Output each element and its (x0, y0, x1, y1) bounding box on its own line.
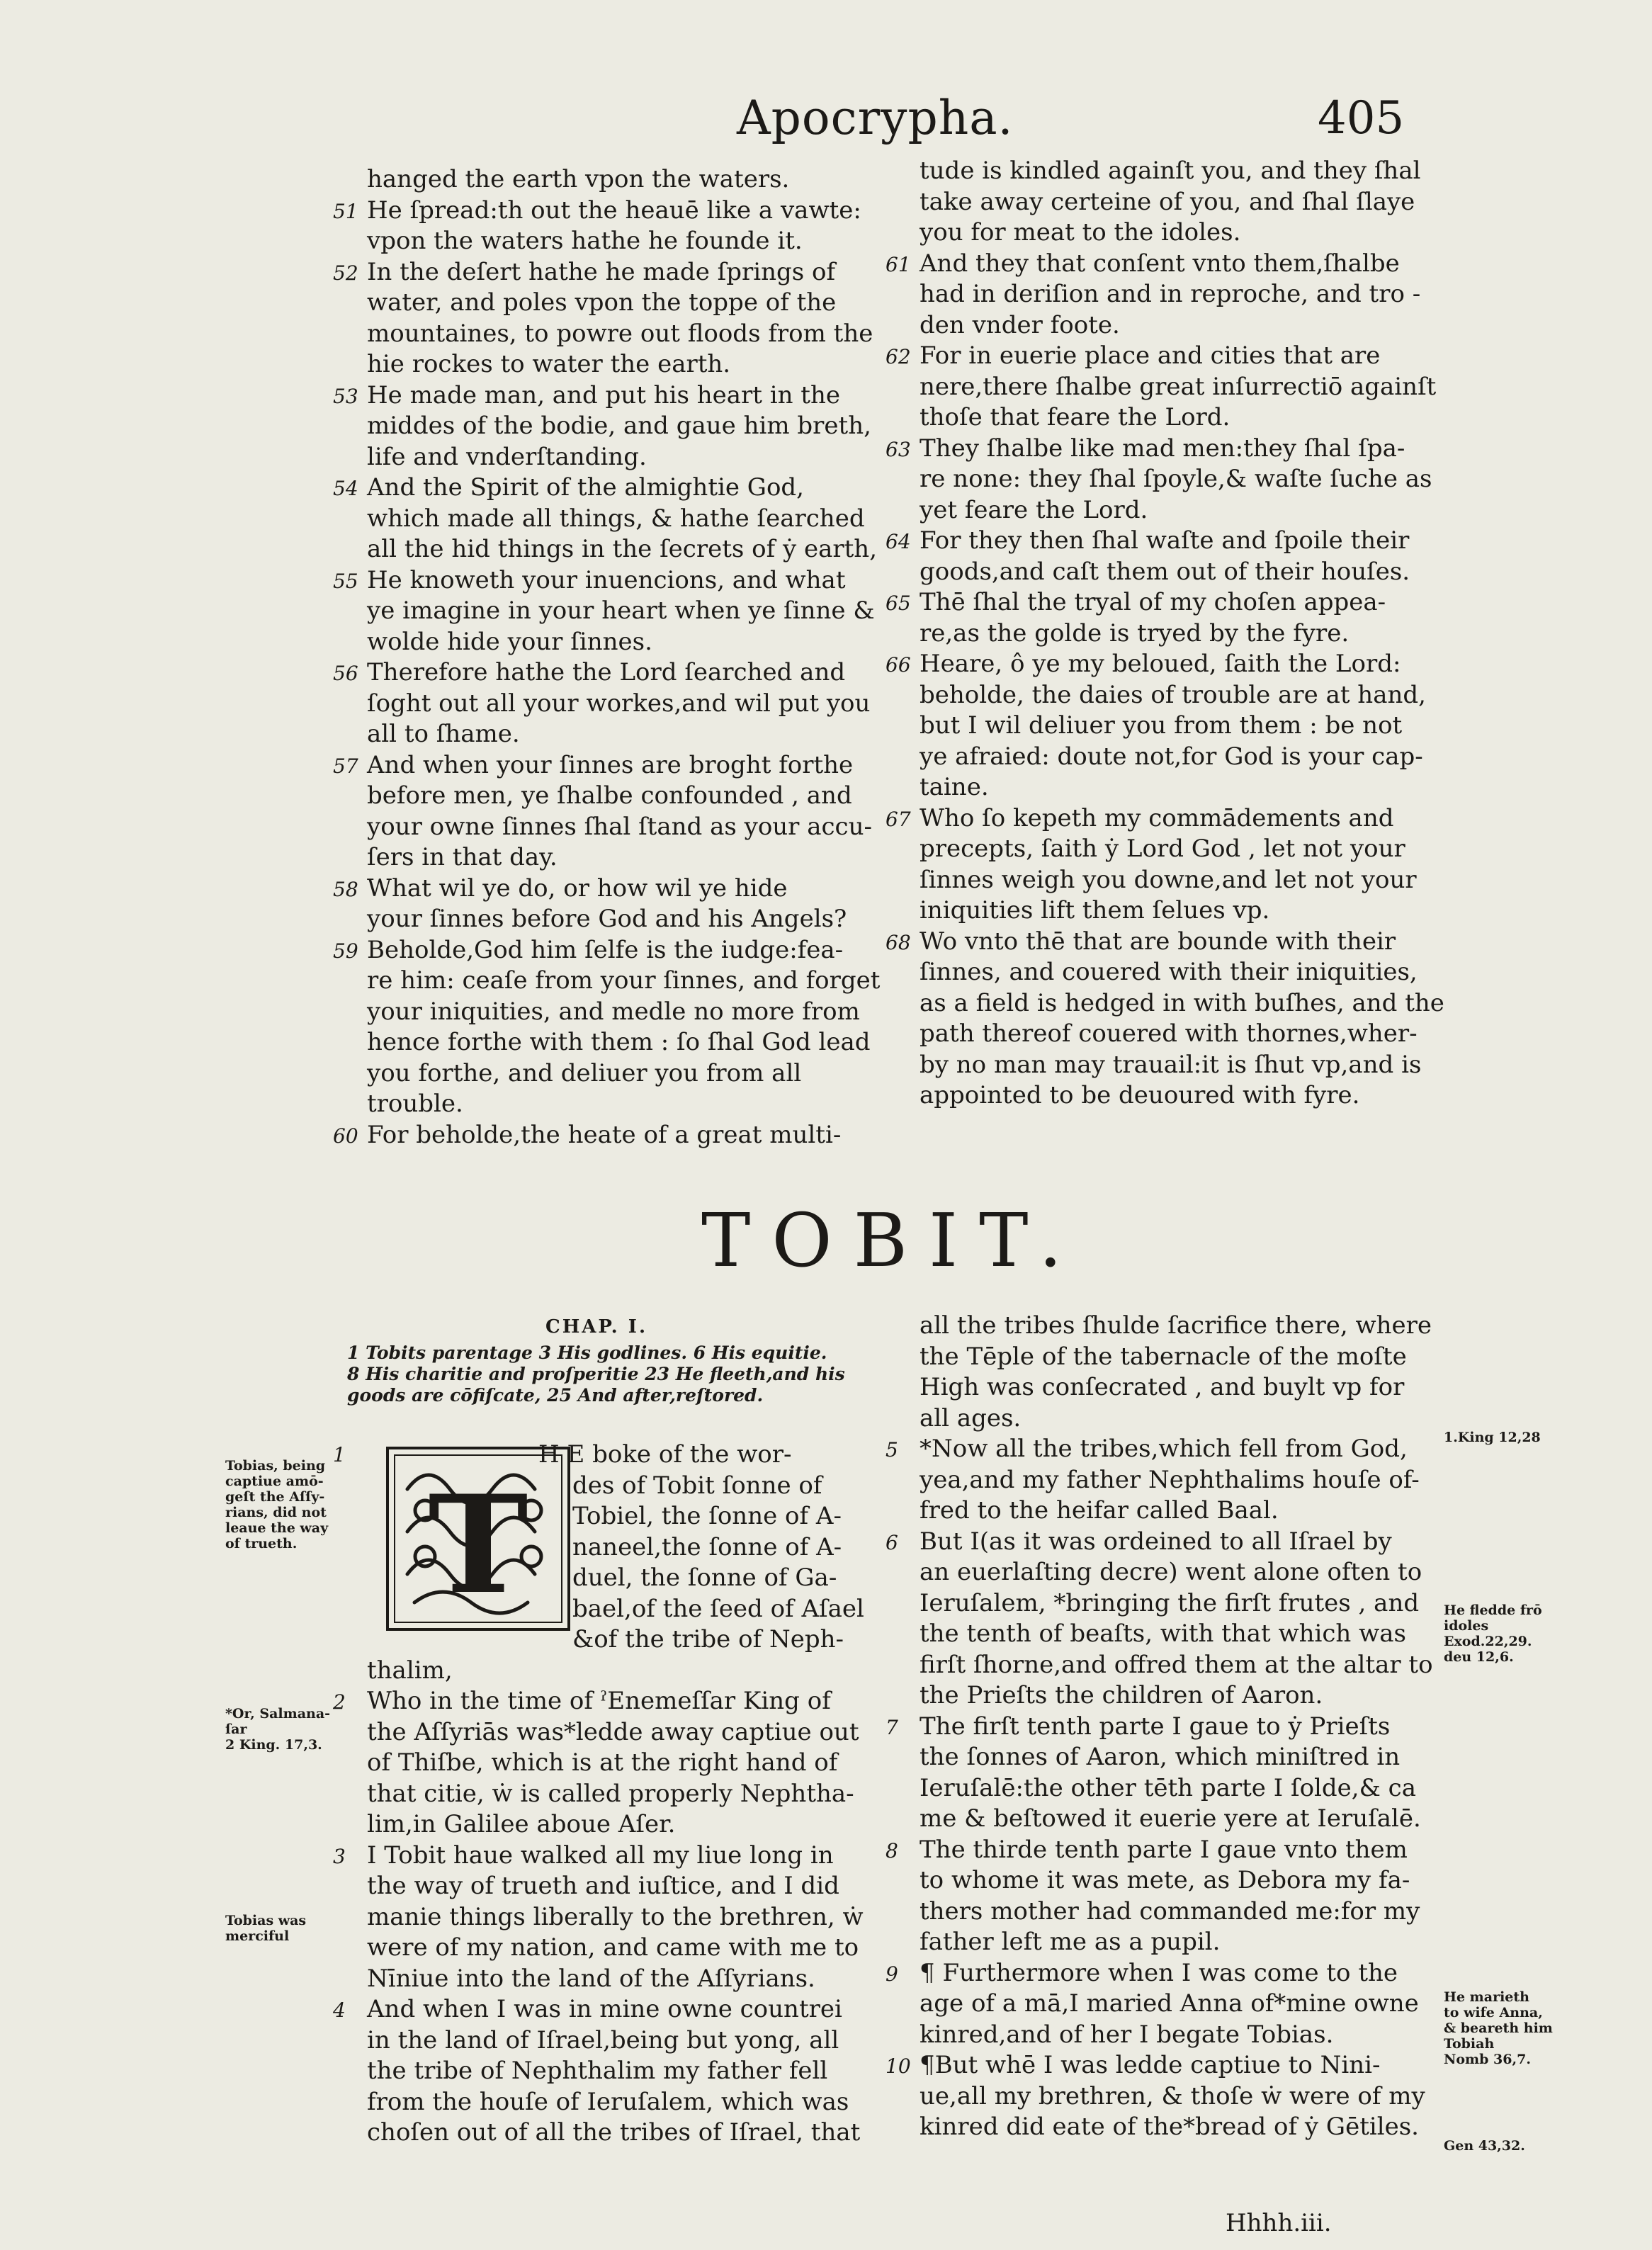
margin-note-fled-idols (1444, 1602, 1542, 1665)
text-line (886, 310, 1466, 341)
text-line (886, 1050, 1466, 1081)
verse-text: of Thiſbe, which is at the right hand of (367, 1748, 838, 1777)
verse-text: were of my nation, and came with me to (367, 1933, 859, 1962)
verse-text: the tenth of beaſts, with that which was (920, 1619, 1406, 1648)
verse-text: re none: they ſhal ſpoyle,& waſte ſuche as (920, 465, 1432, 493)
verse-text: your owne ſinnes ſhal ſtand as your accu- (367, 812, 872, 841)
verse-text: thoſe that feare the Lord. (920, 403, 1230, 431)
verse-text: firſt ſhorne,and offred them at the altar to (920, 1650, 1433, 1679)
verse-text: in the land of Iſrael,being but yong, all (367, 2025, 839, 2054)
verse-number: 66 (886, 653, 911, 677)
text-line (333, 1964, 914, 1995)
text-line (886, 742, 1466, 773)
margin-note-tobias-captive (225, 1458, 328, 1551)
verse-text: The thirde tenth parte I gaue vnto them (920, 1835, 1408, 1864)
text-line (333, 196, 914, 227)
verse-text: He knoweth your inuencions, and what (367, 565, 846, 594)
verse-text: ſinnes weigh you downe,and let not your (920, 865, 1417, 894)
verse-text: hence forthe with them : ſo ſhal God lead (367, 1028, 871, 1056)
chapter-heading: CHAP. I. (545, 1316, 647, 1338)
verse-text: middes of the bodie, and gaue him breth, (367, 412, 871, 440)
text-line (886, 988, 1466, 1019)
text-line (333, 257, 914, 288)
verse-number: 59 (333, 939, 358, 963)
text-line (886, 557, 1466, 588)
verse-text: taine. (920, 773, 989, 801)
verse-text: tude is kindled againſt you, and they ſhal (920, 157, 1421, 185)
running-title: Apocrypha. (737, 91, 1014, 145)
margin-note-line: 2 King. 17,3. (225, 1737, 322, 1753)
text-line (333, 411, 914, 442)
text-line (886, 649, 1466, 680)
text-line (886, 372, 1466, 403)
verse-text: The firſt tenth parte I gaue to ẏ Prieſts (920, 1712, 1391, 1741)
margin-note-merciful (225, 1913, 306, 1944)
text-line (886, 1712, 1438, 1743)
text-line (886, 526, 1466, 557)
text-line (333, 1809, 914, 1841)
verse-number: 3 (333, 1844, 346, 1868)
verse-number: 65 (886, 592, 911, 615)
text-line (333, 935, 914, 966)
verse-number: 8 (886, 1838, 898, 1862)
text-line (333, 1717, 914, 1748)
verse-text: lim,in Galilee aboue Aſer. (367, 1810, 676, 1838)
verse-number: 53 (333, 384, 358, 408)
verse-text: thalim, (367, 1656, 453, 1685)
verse-text: the ſonnes of Aaron, which miniſtred in (920, 1743, 1401, 1771)
text-line (333, 504, 914, 535)
verse-text: had in deriſion and in reproche, and tro - (920, 280, 1421, 308)
verse-text: For in euerie place and cities that are (920, 341, 1381, 370)
margin-note-line: to wife Anna, (1444, 2005, 1543, 2020)
verse-text: vpon the waters hathe he founde it. (367, 227, 803, 255)
text-line (886, 865, 1466, 896)
verse-number: 10 (886, 2054, 911, 2078)
text-line (886, 772, 1466, 803)
text-line (886, 279, 1466, 310)
verse-text: the Aſſyriās was*ledde away captiue out (367, 1717, 859, 1746)
argument-line: 1 Tobits parentage 3 His godlines. 6 His equitie. (347, 1342, 827, 1363)
margin-note-line: & beareth him (1444, 2020, 1553, 2036)
verse-number: 58 (333, 877, 358, 901)
verse-text: Heare, ô ye my beloued, ſaith the Lord: (920, 650, 1401, 678)
text-line (333, 1933, 914, 1964)
verse-text: thers mother had commanded me:for my (920, 1896, 1420, 1926)
verse-text: hanged the earth vpon the waters. (367, 165, 790, 193)
text-line (886, 1465, 1438, 1496)
margin-note-line: 1.King 12,28 (1444, 1430, 1541, 1445)
text-line (333, 473, 914, 504)
verse-number: 55 (333, 569, 358, 593)
verse-text: Who ſo kepeth my commādements and (920, 803, 1394, 832)
text-line (333, 596, 914, 627)
text-line (886, 2081, 1438, 2113)
drop-cap-letter: T (428, 1466, 528, 1624)
verse-text: In the deſert hathe he made ſprings of (367, 257, 836, 286)
verse-number: 9 (886, 1962, 898, 1986)
text-line (333, 164, 914, 196)
text-line (886, 1989, 1438, 2020)
verse-number: 54 (333, 477, 358, 500)
text-line (333, 1120, 914, 1151)
verse-text: Therefore hathe the Lord ſearched and (367, 658, 846, 686)
text-line (886, 1080, 1466, 1112)
verse-text: by no man may trauail:it is ſhut vp,and is (920, 1050, 1422, 1079)
verse-text: water, and poles vpon the toppe of the (367, 288, 837, 317)
verse-number: 57 (333, 754, 358, 778)
verse-text: Who in the time of ˀEnemeſſar King of (367, 1687, 831, 1715)
verse-text: duel, the ſonne of Ga- (572, 1564, 837, 1592)
text-line (333, 874, 914, 905)
text-line (333, 288, 914, 319)
text-line (333, 966, 914, 997)
text-line (886, 1019, 1466, 1050)
verse-text: iniquities lift them ſelues vp. (920, 896, 1270, 925)
text-line (886, 1557, 1438, 1588)
verse-text: take away certeine of you, and ſhal ſlaye (920, 187, 1415, 216)
text-line (333, 1563, 914, 1594)
text-line (333, 1656, 914, 1687)
verse-text: For they then ſhal waſte and ſpoile their (920, 526, 1410, 555)
verse-number: 60 (333, 1124, 358, 1148)
verse-text: Ieruſalem, *bringing the firſt frutes , and (920, 1588, 1420, 1617)
text-line (333, 226, 914, 257)
text-line (886, 1958, 1438, 1989)
verse-text: fred to the heifar called Baal. (920, 1496, 1279, 1525)
text-line (886, 249, 1466, 280)
verse-text: den vnder foote. (920, 310, 1120, 339)
verse-text: which made all things, & hathe ſearched (367, 504, 865, 533)
text-line (333, 1594, 914, 1625)
text-line (886, 1496, 1438, 1527)
signature-mark: Hhhh.iii. (1226, 2209, 1332, 2237)
margin-note-line: idoles (1444, 1618, 1489, 1634)
text-line (333, 1902, 914, 1933)
verse-text: yea,and my father Nephthalims houſe of- (920, 1465, 1420, 1494)
text-line (333, 1471, 914, 1502)
text-line (886, 217, 1466, 249)
verse-number: 68 (886, 930, 911, 954)
verse-text: Beholde,God him ſelfe is the iudge:fea- (367, 935, 844, 964)
text-line (333, 534, 914, 565)
text-line (886, 957, 1466, 988)
margin-note-line: rians, did not (225, 1505, 327, 1520)
text-line (886, 1588, 1438, 1619)
top-right-column (886, 156, 1466, 1112)
argument-line: goods are cōfiſcate, 25 And after,reſtored. (347, 1385, 764, 1406)
verse-text: path thereof couered with thornes,wher- (920, 1019, 1418, 1048)
verse-number: 62 (886, 345, 911, 368)
text-line (886, 1742, 1438, 1773)
verse-number: 61 (886, 252, 911, 276)
verse-text: re him: ceaſe from your ſinnes, and forget (367, 966, 881, 995)
verse-text: Nīniue into the land of the Aſſyrians. (367, 1964, 815, 1993)
text-line (886, 1311, 1438, 1342)
margin-note-gen (1444, 2138, 1525, 2154)
margin-note-salmanasar (225, 1706, 330, 1753)
verse-number: 1 (333, 1443, 346, 1466)
verse-text: nere,there ſhalbe great inſurrectiō againſt (920, 372, 1437, 401)
verse-text: &of the tribe of Neph- (572, 1625, 844, 1653)
verse-number: 63 (886, 437, 911, 461)
verse-text: *Now all the tribes,which fell from God, (920, 1435, 1408, 1463)
verse-text: Tobiel, the ſonne of A- (572, 1502, 842, 1530)
text-line (333, 349, 914, 380)
text-line (333, 1779, 914, 1810)
verse-text: I Tobit haue walked all my liue long in (367, 1841, 834, 1870)
text-line (333, 1994, 914, 2025)
text-line (886, 341, 1466, 372)
text-line (333, 319, 914, 350)
verse-text: Wo vnto thē that are bounde with their (920, 927, 1396, 956)
verse-number: 5 (886, 1438, 898, 1462)
verse-text: And when I was in mine owne countrei (367, 1995, 842, 2023)
margin-note-line: Exod.22,29. (1444, 1634, 1532, 1649)
verse-number: 56 (333, 662, 358, 685)
margin-note-line: leaue the way (225, 1520, 329, 1536)
text-line (333, 719, 914, 750)
margin-note-line: merciful (225, 1928, 290, 1944)
text-line (886, 1527, 1438, 1558)
text-line (333, 565, 914, 597)
verse-text: the way of trueth and iuſtice, and I did (367, 1872, 839, 1900)
verse-text: precepts, ſaith ẏ Lord God , let not your (920, 835, 1405, 863)
text-line (333, 2087, 914, 2118)
verse-text: the Prieſts the children of Aaron. (920, 1681, 1323, 1709)
verse-text: High was conſecrated , and buylt vp for (920, 1373, 1405, 1401)
page-number: 405 (1318, 92, 1405, 145)
margin-note-line: ſar (225, 1722, 247, 1737)
verse-text: but I wil deliuer you from them : be not (920, 711, 1403, 740)
verse-text: mountaines, to powre out floods from the (367, 319, 873, 348)
margin-note-line: Tobias was (225, 1913, 307, 1928)
tobit-left-column (333, 1440, 914, 2149)
verse-text: H E boke of the wor- (538, 1440, 792, 1469)
margin-note-line: *Or, Salmana- (225, 1706, 331, 1722)
text-line (886, 834, 1466, 865)
verse-text: choſen out of all the tribes of Iſrael, that (367, 2118, 861, 2147)
verse-text: yet feare the Lord. (920, 495, 1148, 524)
text-line (886, 1680, 1438, 1712)
text-line (333, 689, 914, 720)
text-line (333, 627, 914, 658)
margin-note-line: of trueth. (225, 1536, 298, 1551)
text-line (333, 812, 914, 843)
verse-text: that citie, ẇ is called properly Nephtha- (367, 1779, 854, 1808)
verse-text: life and vnderſtanding. (367, 442, 647, 471)
text-line (333, 442, 914, 473)
text-line (886, 587, 1466, 618)
verse-text: wolde hide your ſinnes. (367, 627, 652, 656)
chapter-argument (347, 1342, 914, 1406)
margin-note-line: He marieth (1444, 1989, 1529, 2005)
verse-text: ye imagine in your heart when ye ſinne & (367, 597, 875, 625)
text-line (886, 434, 1466, 465)
verse-text: all the hid things in the ſecrets of ẏ earth, (367, 535, 878, 563)
text-line (886, 1434, 1438, 1465)
verse-text: manie things liberally to the brethren, ẇ (367, 1902, 864, 1931)
verse-text: the Tēple of the tabernacle of the moſte (920, 1342, 1407, 1371)
text-line (886, 1896, 1438, 1928)
verse-text: before men, ye ſhalbe confounded , and (367, 781, 852, 810)
text-line (333, 1686, 914, 1717)
verse-text: des of Tobit ſonne of (572, 1471, 822, 1500)
text-line (886, 2020, 1438, 2051)
text-line (333, 1027, 914, 1058)
text-line (333, 1841, 914, 1872)
text-line (886, 1927, 1438, 1958)
text-line (333, 2118, 914, 2149)
margin-note-line: Tobias, being (225, 1458, 326, 1474)
verse-number: 52 (333, 261, 358, 285)
text-line (333, 1624, 914, 1656)
verse-number: 7 (886, 1715, 898, 1739)
verse-text: kinred,and of her I begate Tobias. (920, 2020, 1334, 2049)
text-line (886, 1835, 1438, 1866)
text-line (333, 1058, 914, 1090)
verse-text: And when your ſinnes are broght forthe (367, 750, 854, 779)
margin-note-line: He fledde frō (1444, 1602, 1542, 1618)
text-line (886, 803, 1466, 835)
verse-text: What wil ye do, or how wil ye hide (367, 874, 788, 903)
text-line (333, 657, 914, 689)
text-line (333, 2056, 914, 2087)
book-title: TOBIT. (701, 1197, 1084, 1284)
verse-text: kinred did eate of the*bread of ẏ Gētiles. (920, 2113, 1419, 2141)
text-line (886, 156, 1466, 187)
text-line (886, 402, 1466, 434)
verse-text: Thē ſhal the tryal of my choſen appea- (920, 588, 1386, 616)
verse-text: bael,of the ſeed of Aſael (572, 1594, 864, 1623)
text-line (886, 495, 1466, 526)
text-line (333, 781, 914, 812)
top-left-column (333, 164, 914, 1151)
text-line (886, 2050, 1438, 2081)
verse-text: all the tribes ſhulde ſacrifice there, where (920, 1311, 1432, 1340)
text-line (886, 1865, 1438, 1896)
verse-text: They ſhalbe like mad men:they ſhal ſpa- (920, 434, 1405, 463)
text-line (886, 711, 1466, 742)
verse-text: an euerlaſting decre) went alone often to (920, 1558, 1422, 1586)
verse-text: And they that conſent vnto them,ſhalbe (920, 249, 1400, 278)
verse-number: 4 (333, 1999, 346, 2022)
verse-text: trouble. (367, 1090, 463, 1118)
text-line (886, 187, 1466, 218)
verse-text: to whome it was mete, as Debora my fa- (920, 1866, 1410, 1894)
verse-text: appointed to be deuoured with fyre. (920, 1081, 1360, 1109)
verse-text: re,as the golde is tryed by the fyre. (920, 618, 1350, 648)
verse-text: And the Spirit of the almightie God, (367, 473, 804, 502)
margin-note-line: Nomb 36,7. (1444, 2052, 1531, 2067)
text-line (886, 927, 1466, 958)
verse-text: as a field is hedged in with buſhes, and the (920, 988, 1444, 1017)
margin-note-king-ref (1444, 1430, 1541, 1445)
verse-text: me & beſtowed it euerie yere at Ieruſalē. (920, 1804, 1421, 1833)
verse-number: 64 (886, 530, 911, 553)
verse-text: beholde, the daies of trouble are at hand, (920, 680, 1426, 709)
verse-text: you for meat to the idoles. (920, 218, 1241, 247)
text-line (333, 380, 914, 412)
verse-text: your iniquities, and medle no more from (367, 997, 860, 1026)
verse-text: age of a mā,I maried Anna of*mine owne (920, 1989, 1419, 2018)
margin-note-line: deu 12,6. (1444, 1649, 1514, 1665)
text-line (333, 904, 914, 935)
text-line (333, 1748, 914, 1779)
text-line (333, 1501, 914, 1532)
argument-line: 8 His charitie and proſperitie 23 He fleeth,and his (347, 1364, 845, 1384)
margin-note-line: Tobiah (1444, 2036, 1495, 2052)
text-line (333, 1871, 914, 1902)
verse-text: ſoght out all your workes,and wil put you (367, 689, 871, 718)
verse-text: all ages. (920, 1403, 1022, 1432)
text-line (886, 1619, 1438, 1650)
verse-text: ſinnes, and couered with their iniquities, (920, 958, 1418, 986)
verse-text: For beholde,the heate of a great multi- (367, 1120, 842, 1149)
margin-note-marieth (1444, 1989, 1553, 2067)
text-line (886, 895, 1466, 927)
margin-note-line: Gen 43,32. (1444, 2138, 1525, 2154)
verse-text: your ſinnes before God and his Angels? (367, 905, 847, 933)
verse-text: He made man, and put his heart in the (367, 380, 840, 409)
verse-text: you forthe, and deliuer you from all (367, 1058, 802, 1087)
verse-text: the tribe of Nephthalim my father fell (367, 2057, 828, 2085)
verse-text: Ieruſalē:the other tēth parte I ſolde,& ca (920, 1773, 1416, 1802)
text-line (886, 680, 1466, 711)
text-line (886, 1403, 1438, 1435)
text-line (333, 1440, 914, 1471)
margin-note-line: captiue amō- (225, 1474, 324, 1489)
text-line (333, 842, 914, 874)
verse-number: 6 (886, 1530, 898, 1554)
text-line (886, 2112, 1438, 2143)
text-line (886, 464, 1466, 495)
verse-text: ¶ Furthermore when I was come to the (920, 1958, 1398, 1987)
text-line (886, 1342, 1438, 1373)
verse-text: But I(as it was ordeined to all Iſrael by (920, 1527, 1392, 1556)
verse-text: ye afraied: doute not,for God is your cap- (920, 742, 1423, 771)
text-line (333, 1089, 914, 1120)
verse-text: naneel,the ſonne of A- (572, 1532, 842, 1561)
text-line (886, 1650, 1438, 1681)
verse-text: father left me as a pupil. (920, 1928, 1221, 1956)
text-line (333, 1532, 914, 1564)
margin-note-line: geſt the Aſſy- (225, 1489, 325, 1505)
text-line (886, 1372, 1438, 1403)
verse-text: ue,all my brethren, & thoſe ẇ were of my (920, 2081, 1425, 2110)
verse-text: all to ſhame. (367, 720, 520, 748)
verse-number: 51 (333, 199, 358, 223)
verse-text: goods,and caſt them out of their houſes. (920, 557, 1410, 586)
text-line (886, 1773, 1438, 1804)
verse-number: 67 (886, 807, 911, 831)
verse-number: 2 (333, 1690, 346, 1714)
verse-text: from the houſe of Ieruſalem, which was (367, 2087, 849, 2116)
text-line (886, 1804, 1438, 1835)
text-line (333, 997, 914, 1028)
tobit-right-column (886, 1311, 1438, 2143)
text-line (333, 2025, 914, 2057)
verse-text: hie rockes to water the earth. (367, 350, 731, 378)
verse-text: ſers in that day. (367, 843, 558, 871)
text-line (886, 618, 1466, 650)
verse-text: ¶But whē I was ledde captiue to Nini- (920, 2051, 1381, 2079)
text-line (333, 750, 914, 781)
verse-text: He ſpread:th out the heauē like a vawte: (367, 196, 861, 225)
